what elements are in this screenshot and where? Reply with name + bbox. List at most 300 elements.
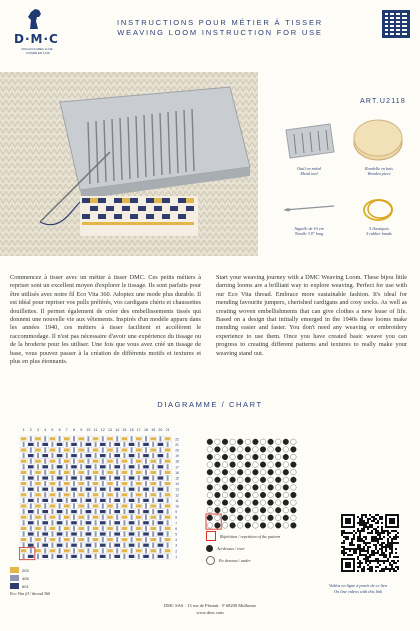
thread-legend-item: 203 <box>10 566 29 574</box>
warp-thread-cell <box>66 476 68 481</box>
over-dot <box>237 439 243 445</box>
under-dot <box>291 469 297 475</box>
weft-thread-cell <box>42 443 48 446</box>
under-dot <box>253 462 259 468</box>
over-dot <box>283 515 289 521</box>
warp-thread-cell <box>59 436 61 441</box>
weft-thread-cell <box>165 504 171 507</box>
weft-thread-cell <box>150 504 156 507</box>
warp-thread-cell <box>80 487 82 492</box>
legend-repetition: Répétition / repetition of the pattern <box>206 531 280 541</box>
over-dot <box>222 439 228 445</box>
warp-thread-cell <box>116 459 118 464</box>
warp-thread-cell <box>102 537 104 542</box>
under-dot <box>207 462 213 468</box>
color-weave-chart <box>12 420 190 566</box>
warp-thread-cell <box>167 509 169 514</box>
weft-thread-cell <box>107 448 113 451</box>
warp-thread-cell <box>152 464 154 469</box>
over-dot <box>283 454 289 460</box>
column-number: 7 <box>65 428 68 432</box>
weft-thread-cell <box>93 527 99 530</box>
warp-thread-cell <box>30 548 32 553</box>
warp-thread-cell <box>109 509 111 514</box>
horse-head-icon <box>26 8 44 30</box>
warp-thread-cell <box>51 442 53 447</box>
over-dot <box>215 523 221 529</box>
weft-thread-cell <box>158 521 164 524</box>
thread-swatch <box>10 567 19 573</box>
weft-thread-cell <box>86 488 92 491</box>
weft-thread-cell <box>93 482 99 485</box>
warp-thread-cell <box>66 554 68 559</box>
footer <box>0 603 420 616</box>
over-dot <box>268 500 274 506</box>
weft-thread-cell <box>57 454 63 457</box>
weft-thread-cell <box>28 532 34 535</box>
warp-thread-cell <box>51 476 53 481</box>
under-dot <box>237 492 243 498</box>
warp-thread-cell <box>51 509 53 514</box>
warp-thread-cell <box>59 470 61 475</box>
over-dot <box>260 523 266 529</box>
warp-thread-cell <box>30 492 32 497</box>
warp-thread-cell <box>23 532 25 537</box>
warp-thread-cell <box>152 476 154 481</box>
warp-thread-cell <box>145 492 147 497</box>
over-dot <box>260 507 266 513</box>
over-dot <box>222 500 228 506</box>
over-dot <box>245 462 251 468</box>
warp-thread-cell <box>167 554 169 559</box>
over-dot <box>283 485 289 491</box>
warp-thread-cell <box>66 464 68 469</box>
column-number: 21 <box>165 428 170 432</box>
weft-thread-cell <box>93 448 99 451</box>
over-dot <box>237 454 243 460</box>
column-number: 14 <box>115 428 120 432</box>
weft-thread-cell <box>28 454 34 457</box>
over-dot <box>283 439 289 445</box>
warp-thread-cell <box>23 543 25 548</box>
weft-thread-cell <box>136 493 142 496</box>
column-number: 16 <box>129 428 134 432</box>
brand-tagline: DOLLFUS-MIEG & CIE · FONDÉ EN 1746 <box>21 47 55 55</box>
warp-thread-cell <box>116 504 118 509</box>
weft-thread-cell <box>50 482 56 485</box>
column-number: 1 <box>22 428 25 432</box>
weft-thread-cell <box>42 454 48 457</box>
weft-thread-cell <box>158 488 164 491</box>
warp-thread-cell <box>37 498 39 503</box>
weft-thread-cell <box>114 510 120 513</box>
warp-thread-cell <box>95 453 97 458</box>
warp-thread-cell <box>59 481 61 486</box>
weft-thread-cell <box>150 493 156 496</box>
warp-thread-cell <box>159 459 161 464</box>
weft-thread-cell <box>50 437 56 440</box>
warp-thread-cell <box>102 448 104 453</box>
row-number: 15 <box>175 476 179 481</box>
weft-thread-cell <box>107 504 113 507</box>
warp-thread-cell <box>44 548 46 553</box>
warp-thread-cell <box>123 487 125 492</box>
warp-thread-cell <box>73 548 75 553</box>
warp-thread-cell <box>159 492 161 497</box>
weft-thread-cell <box>57 488 63 491</box>
warp-thread-cell <box>145 436 147 441</box>
weft-thread-cell <box>122 493 128 496</box>
weft-thread-cell <box>42 476 48 479</box>
weft-thread-cell <box>136 448 142 451</box>
weft-thread-cell <box>165 493 171 496</box>
warp-thread-cell <box>123 520 125 525</box>
weft-thread-cell <box>28 476 34 479</box>
weft-thread-cell <box>143 476 149 479</box>
column-number: 12 <box>100 428 105 432</box>
weft-thread-cell <box>114 488 120 491</box>
under-dot <box>253 523 259 529</box>
weft-thread-cell <box>114 521 120 524</box>
over-dot <box>230 507 236 513</box>
warp-thread-cell <box>23 464 25 469</box>
under-dot <box>215 485 221 491</box>
warp-thread-cell <box>123 442 125 447</box>
warp-thread-cell <box>30 526 32 531</box>
under-dot <box>230 439 236 445</box>
warp-thread-cell <box>102 504 104 509</box>
weft-thread-cell <box>28 499 34 502</box>
over-dot <box>291 507 297 513</box>
weft-thread-cell <box>114 532 120 535</box>
weft-thread-cell <box>35 448 41 451</box>
weft-thread-cell <box>165 538 171 541</box>
weft-thread-cell <box>57 532 63 535</box>
weft-thread-cell <box>100 510 106 513</box>
warp-thread-cell <box>167 464 169 469</box>
weft-thread-cell <box>129 499 135 502</box>
over-dot <box>207 515 213 521</box>
title-french: INSTRUCTIONS POUR MÉTIER À TISSER <box>117 18 323 27</box>
warp-thread-cell <box>87 481 89 486</box>
warp-thread-cell <box>51 554 53 559</box>
warp-thread-cell <box>30 470 32 475</box>
weft-thread-cell <box>57 443 63 446</box>
weft-thread-cell <box>50 504 56 507</box>
warp-thread-cell <box>131 504 133 509</box>
warp-thread-cell <box>131 492 133 497</box>
warp-thread-cell <box>102 481 104 486</box>
weft-thread-cell <box>57 510 63 513</box>
under-dot <box>237 523 243 529</box>
weft-thread-cell <box>150 527 156 530</box>
over-dot <box>215 492 221 498</box>
weft-thread-cell <box>158 555 164 558</box>
weft-thread-cell <box>42 532 48 535</box>
warp-thread-cell <box>95 464 97 469</box>
over-dot <box>245 492 251 498</box>
warp-thread-cell <box>73 481 75 486</box>
warp-thread-cell <box>30 448 32 453</box>
warp-thread-cell <box>123 498 125 503</box>
warp-thread-cell <box>44 448 46 453</box>
warp-thread-cell <box>138 498 140 503</box>
weft-thread-cell <box>35 549 41 552</box>
under-dot <box>222 447 228 453</box>
over-dot <box>237 469 243 475</box>
warp-thread-cell <box>131 448 133 453</box>
warp-thread-cell <box>152 509 154 514</box>
under-dot <box>253 447 259 453</box>
under-dot <box>253 477 259 483</box>
warp-thread-cell <box>87 459 89 464</box>
weft-thread-cell <box>158 443 164 446</box>
weft-thread-cell <box>158 476 164 479</box>
weft-thread-cell <box>143 465 149 468</box>
weft-thread-cell <box>64 482 70 485</box>
warp-thread-cell <box>95 476 97 481</box>
under-dot <box>283 523 289 529</box>
warp-thread-cell <box>123 453 125 458</box>
weft-thread-cell <box>50 516 56 519</box>
warp-thread-cell <box>131 470 133 475</box>
column-number: 2 <box>29 428 32 432</box>
over-dot <box>253 469 259 475</box>
weft-thread-cell <box>136 549 142 552</box>
under-dot <box>253 492 259 498</box>
under-dot <box>245 485 251 491</box>
weft-thread-cell <box>100 499 106 502</box>
warp-thread-cell <box>30 504 32 509</box>
warp-thread-cell <box>109 442 111 447</box>
warp-thread-cell <box>109 498 111 503</box>
under-dot <box>222 477 228 483</box>
under-dot <box>268 523 274 529</box>
warp-thread-cell <box>30 515 32 520</box>
warp-thread-cell <box>152 442 154 447</box>
weft-thread-cell <box>71 476 77 479</box>
rubber-bands-thumbnail <box>350 196 406 224</box>
over-dot <box>268 454 274 460</box>
warp-thread-cell <box>66 442 68 447</box>
weft-thread-cell <box>50 448 56 451</box>
row-number: 3 <box>175 543 178 548</box>
over-dot <box>291 462 297 468</box>
rubber-bands-caption: 5 élastiques 5 rubber bands <box>366 226 392 237</box>
warp-thread-cell <box>23 498 25 503</box>
warp-thread-cell <box>80 532 82 537</box>
over-dot <box>237 500 243 506</box>
weft-thread-cell <box>71 532 77 535</box>
warp-thread-cell <box>30 459 32 464</box>
footer-website[interactable]: www.dmc.com <box>196 609 224 615</box>
weft-thread-cell <box>78 448 84 451</box>
under-dot <box>268 492 274 498</box>
weft-thread-cell <box>35 527 41 530</box>
warp-thread-cell <box>138 487 140 492</box>
weft-thread-cell <box>93 516 99 519</box>
row-number: 10 <box>175 504 179 509</box>
weft-thread-cell <box>42 555 48 558</box>
over-dot <box>237 485 243 491</box>
under-dot <box>275 500 281 506</box>
over-dot <box>253 439 259 445</box>
warp-thread-cell <box>95 442 97 447</box>
warp-thread-cell <box>131 436 133 441</box>
under-dot <box>268 447 274 453</box>
over-dot <box>207 454 213 460</box>
qr-code[interactable] <box>341 514 399 572</box>
warp-thread-cell <box>95 498 97 503</box>
row-number: 12 <box>175 493 179 498</box>
under-dot <box>222 523 228 529</box>
row-number: 6 <box>175 526 178 531</box>
column-number: 19 <box>151 428 156 432</box>
weft-thread-cell <box>35 493 41 496</box>
weft-thread-cell <box>143 443 149 446</box>
weft-thread-cell <box>150 516 156 519</box>
over-dot <box>260 447 266 453</box>
weft-thread-cell <box>100 488 106 491</box>
warp-thread-cell <box>145 459 147 464</box>
over-dot <box>215 507 221 513</box>
weft-thread-cell <box>21 460 27 463</box>
warp-thread-cell <box>95 487 97 492</box>
warp-thread-cell <box>66 520 68 525</box>
over-dot <box>230 523 236 529</box>
warp-thread-cell <box>102 526 104 531</box>
weft-thread-cell <box>35 471 41 474</box>
weft-thread-cell <box>158 532 164 535</box>
over-dot <box>237 515 243 521</box>
weft-thread-cell <box>71 443 77 446</box>
over-dot <box>291 492 297 498</box>
weft-thread-cell <box>64 538 70 541</box>
over-dot <box>230 477 236 483</box>
warp-thread-cell <box>80 520 82 525</box>
warp-thread-cell <box>23 509 25 514</box>
weft-thread-cell <box>122 504 128 507</box>
weft-thread-cell <box>158 544 164 547</box>
weft-thread-cell <box>35 516 41 519</box>
weft-thread-cell <box>150 437 156 440</box>
over-dot <box>222 454 228 460</box>
warp-thread-cell <box>51 543 53 548</box>
over-dot <box>291 523 297 529</box>
weft-thread-cell <box>86 454 92 457</box>
under-dot <box>207 447 213 453</box>
weft-thread-cell <box>71 454 77 457</box>
weft-thread-cell <box>158 510 164 513</box>
under-dot <box>230 469 236 475</box>
weft-thread-cell <box>122 482 128 485</box>
warp-thread-cell <box>80 509 82 514</box>
warp-thread-cell <box>95 532 97 537</box>
warp-thread-cell <box>44 515 46 520</box>
warp-thread-cell <box>37 554 39 559</box>
under-dot <box>291 439 297 445</box>
weft-thread-cell <box>100 521 106 524</box>
weft-thread-cell <box>21 516 27 519</box>
weft-thread-cell <box>21 527 27 530</box>
over-dot <box>245 477 251 483</box>
weft-thread-cell <box>136 527 142 530</box>
under-dot <box>283 477 289 483</box>
weft-thread-cell <box>78 460 84 463</box>
over-dot <box>275 462 281 468</box>
column-number: 3 <box>37 428 39 432</box>
under-dot <box>215 439 221 445</box>
weft-thread-cell <box>42 499 48 502</box>
weft-thread-cell <box>165 448 171 451</box>
warp-thread-cell <box>59 504 61 509</box>
weft-thread-cell <box>143 521 149 524</box>
warp-thread-cell <box>87 548 89 553</box>
weft-thread-cell <box>28 488 34 491</box>
weft-thread-cell <box>21 549 27 552</box>
weft-thread-cell <box>136 460 142 463</box>
over-dot <box>215 447 221 453</box>
warp-thread-cell <box>116 537 118 542</box>
over-dot <box>207 439 213 445</box>
warp-thread-cell <box>138 509 140 514</box>
warp-thread-cell <box>80 442 82 447</box>
weft-thread-cell <box>86 443 92 446</box>
weft-thread-cell <box>165 471 171 474</box>
weft-thread-cell <box>57 521 63 524</box>
weft-thread-cell <box>107 482 113 485</box>
warp-thread-cell <box>44 459 46 464</box>
warp-thread-cell <box>95 543 97 548</box>
weft-thread-cell <box>122 516 128 519</box>
warp-thread-cell <box>102 548 104 553</box>
row-number: 16 <box>175 470 179 475</box>
weft-thread-cell <box>64 448 70 451</box>
weft-thread-cell <box>42 510 48 513</box>
over-dot <box>268 515 274 521</box>
warp-thread-cell <box>167 453 169 458</box>
weft-thread-cell <box>42 465 48 468</box>
warp-thread-cell <box>80 453 82 458</box>
weft-thread-cell <box>136 437 142 440</box>
weft-thread-cell <box>35 538 41 541</box>
over-dot <box>275 477 281 483</box>
row-number: 20 <box>175 448 179 453</box>
warp-thread-cell <box>80 554 82 559</box>
weft-thread-cell <box>78 549 84 552</box>
warp-thread-cell <box>66 543 68 548</box>
weft-thread-cell <box>86 521 92 524</box>
under-dot <box>245 469 251 475</box>
under-dot <box>207 477 213 483</box>
product-photo <box>0 72 258 256</box>
warp-thread-cell <box>87 515 89 520</box>
over-dot <box>207 469 213 475</box>
weft-thread-cell <box>35 437 41 440</box>
weft-thread-cell <box>122 549 128 552</box>
under-dot <box>245 500 251 506</box>
weft-thread-cell <box>71 488 77 491</box>
warp-thread-cell <box>116 481 118 486</box>
weft-thread-cell <box>129 454 135 457</box>
weft-thread-cell <box>86 544 92 547</box>
weft-thread-cell <box>129 532 135 535</box>
weft-thread-cell <box>150 471 156 474</box>
warp-thread-cell <box>159 526 161 531</box>
weft-thread-cell <box>122 538 128 541</box>
over-dot <box>275 447 281 453</box>
under-dot <box>275 454 281 460</box>
